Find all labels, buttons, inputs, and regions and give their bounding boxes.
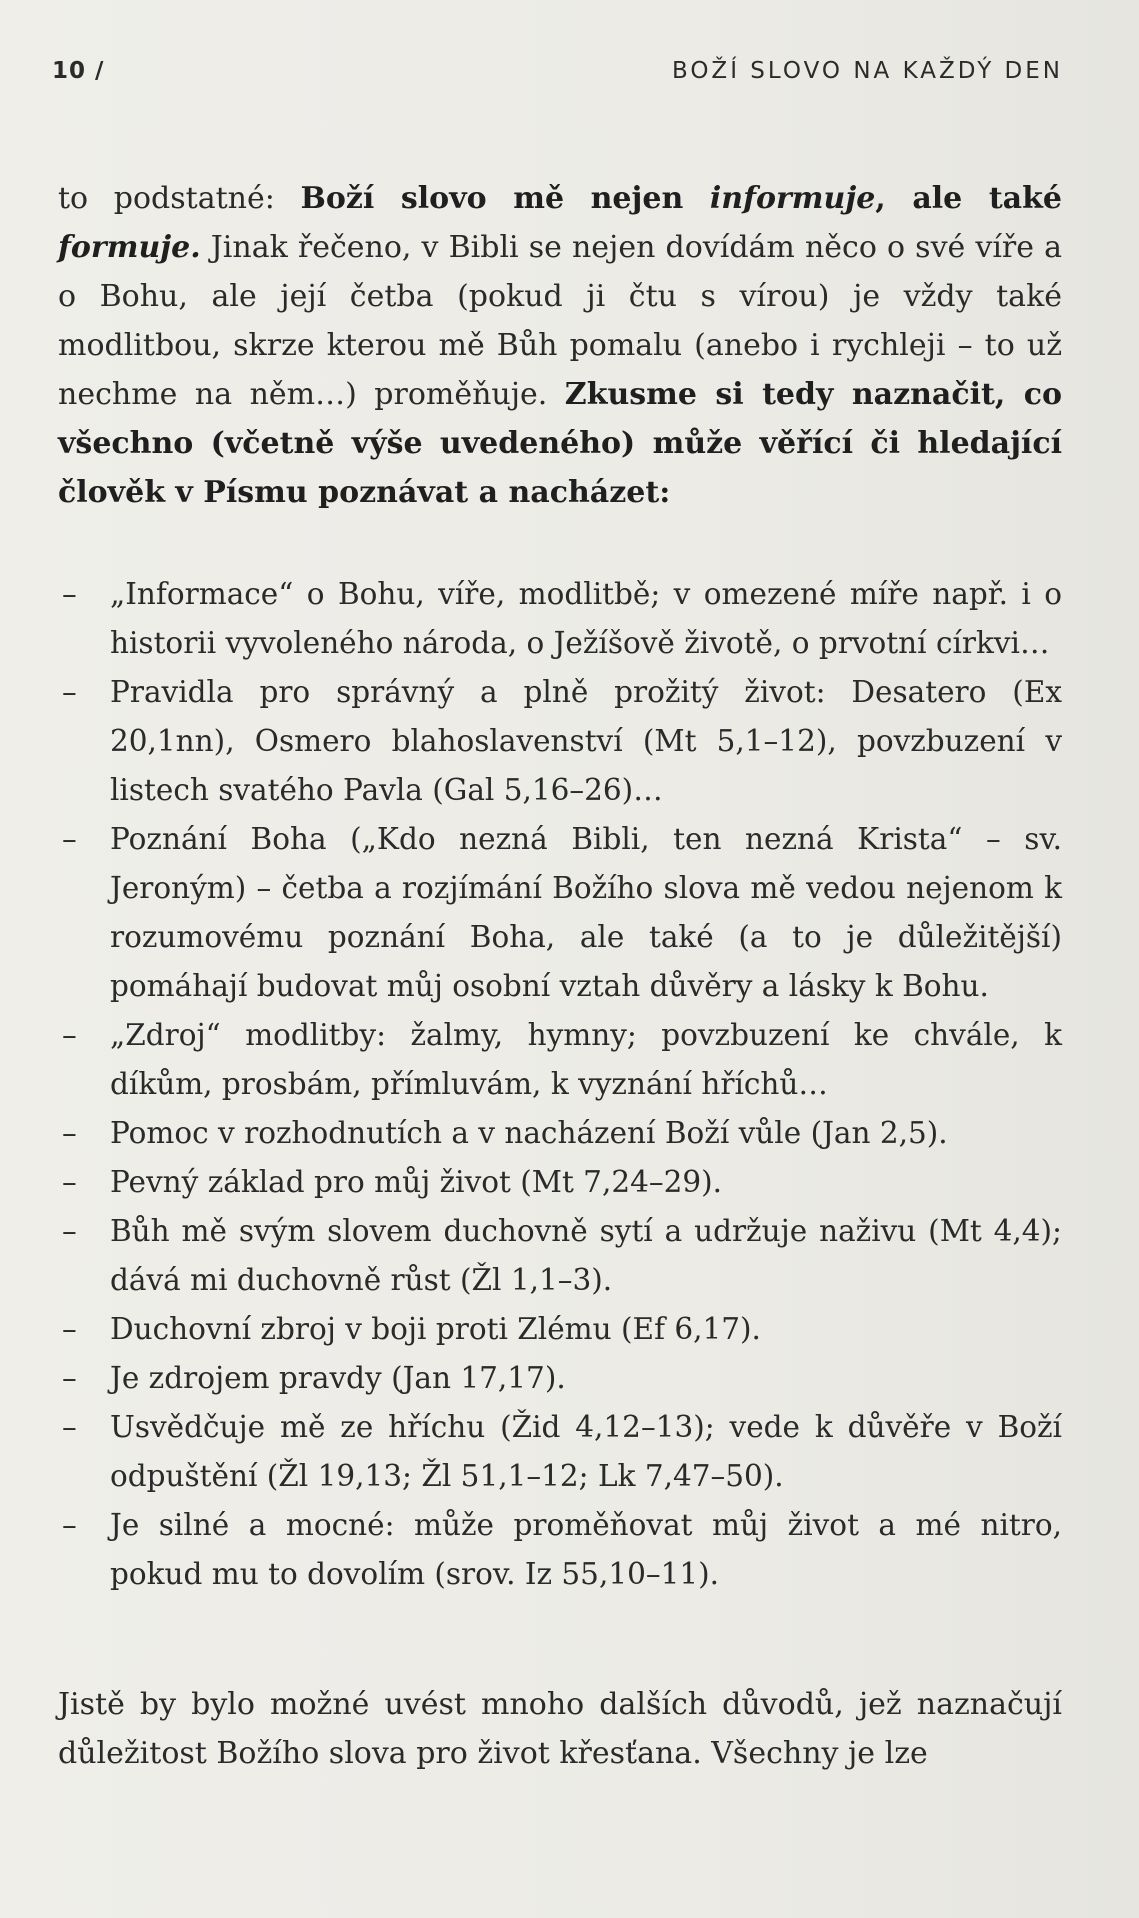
- intro-text-2: Jinak řečeno, v Bibli se nejen dovídám něco o své víře a o Bohu, ale její četba (pokud ji čtu s vírou) je vždy také modlitbou, skrze kterou mě Bůh pomalu (anebo i rychleji – to už nechme na něm…) proměňuje.: [58, 230, 1062, 412]
- list-item-text: Pravidla pro správný a plně prožitý život: Desatero (Ex 20,1nn), Osmero blahoslavenství (Mt 5,1–12), povzbuzení v listech svatého Pavla (Gal 5,16–26)…: [110, 675, 1062, 807]
- list-item: [58, 1305, 1062, 1354]
- intro-paragraph: [58, 174, 1062, 517]
- intro-text-1: to podstatné:: [58, 181, 301, 216]
- list-item: [58, 1011, 1062, 1109]
- dash-marker: –: [62, 1410, 77, 1444]
- list-item-text: Usvědčuje mě ze hříchu (Žid 4,12–13); vede k důvěře v Boží odpuštění (Žl 19,13; Žl 51,1–12; Lk 7,47–50).: [110, 1410, 1062, 1493]
- list-item: [58, 668, 1062, 815]
- intro-bold-2: , ale také: [875, 181, 1062, 216]
- list-item: [58, 1207, 1062, 1305]
- dash-marker: –: [62, 1214, 77, 1248]
- intro-bold-3: Zkusme si tedy naznačit, co všechno (včetně výše uvedeného) může věřící či hledající člověk v Písmu poznávat a nacházet:: [58, 377, 1062, 510]
- dash-marker: –: [62, 1312, 77, 1346]
- list-item-text: Pomoc v rozhodnutích a v nacházení Boží vůle (Jan 2,5).: [110, 1116, 948, 1150]
- list-item: [58, 1109, 1062, 1158]
- list-item-text: Duchovní zbroj v boji proti Zlému (Ef 6,17).: [110, 1312, 761, 1346]
- outro-paragraph: Jistě by bylo možné uvést mnoho dalších důvodů, jež naznačují důležitost Božího slova pro život křesťana. Všechny je lze: [58, 1687, 1062, 1771]
- list-item-text: Je silné a mocné: může proměňovat můj život a mé nitro, pokud mu to dovolím (srov. Iz 55,10–11).: [110, 1508, 1062, 1591]
- reasons-list: [58, 570, 1062, 1599]
- dash-marker: –: [62, 1508, 77, 1542]
- list-item: [58, 570, 1062, 668]
- dash-marker: –: [62, 1018, 77, 1052]
- dash-marker: –: [62, 675, 77, 709]
- dash-marker: –: [62, 1165, 77, 1199]
- running-header: [52, 58, 1063, 92]
- intro-bold-italic-1: informuje: [709, 181, 876, 216]
- running-title: BOŽÍ SLOVO NA KAŽDÝ DEN: [671, 58, 1063, 84]
- dash-marker: –: [62, 1116, 77, 1150]
- list-item-text: „Informace“ o Bohu, víře, modlitbě; v omezené míře např. i o historii vyvoleného národa, o Ježíšově životě, o prvotní církvi…: [110, 577, 1062, 660]
- list-item-text: Poznání Boha („Kdo nezná Bibli, ten nezná Krista“ – sv. Jeroným) – četba a rozjímání Božího slova mě vedou nejenom k rozumovému poznání Boha, ale také (a to je důležitější) pomáhají budovat můj osobní vztah důvěry a lásky k Bohu.: [110, 822, 1062, 1003]
- list-item-text: „Zdroj“ modlitby: žalmy, hymny; povzbuzení ke chvále, k díkům, prosbám, přímluvám, k vyznání hříchů…: [110, 1018, 1062, 1101]
- list-item: [58, 815, 1062, 1011]
- list-item-text: Pevný základ pro můj život (Mt 7,24–29).: [110, 1165, 723, 1199]
- intro-bold-1: Boží slovo mě nejen: [300, 181, 710, 216]
- list-item: [58, 1158, 1062, 1207]
- page-number: 10 /: [52, 58, 105, 84]
- list-item-text: Je zdrojem pravdy (Jan 17,17).: [110, 1361, 566, 1395]
- dash-marker: –: [62, 1361, 77, 1395]
- dash-marker: –: [62, 577, 77, 611]
- list-item: [58, 1403, 1062, 1501]
- list-item-text: Bůh mě svým slovem duchovně sytí a udržuje naživu (Mt 4,4); dává mi duchovně růst (Žl 1,1–3).: [110, 1214, 1062, 1297]
- dash-marker: –: [62, 822, 77, 856]
- list-item: [58, 1354, 1062, 1403]
- list-item: [58, 1501, 1062, 1599]
- intro-bold-italic-2: formuje.: [58, 230, 201, 265]
